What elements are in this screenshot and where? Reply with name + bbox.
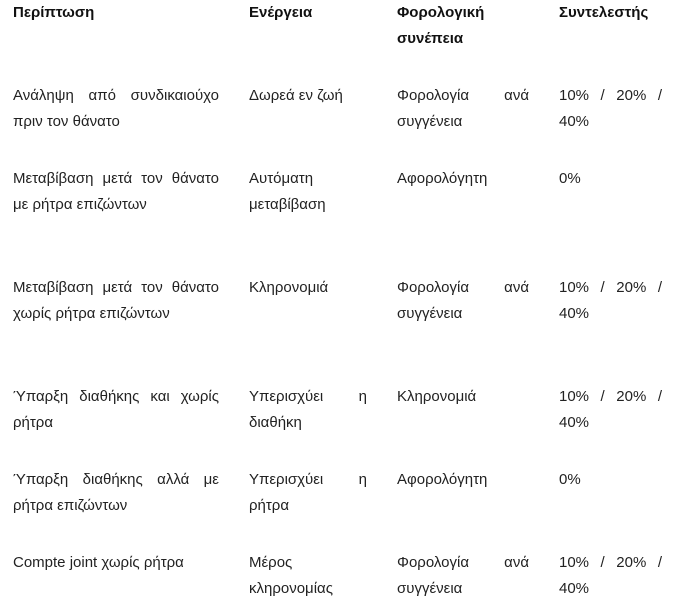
cell-case: Compte joint χωρίς ρήτρα	[13, 554, 184, 571]
cell-rate: 10% / 20% / 40%	[559, 554, 662, 597]
header-tax-consequence: Φορολογική συνέπεια	[397, 4, 485, 47]
cell-tax-consequence: Φορολογία ανά συγγένεια	[397, 87, 529, 130]
cell-rate: 10% / 20% / 40%	[559, 388, 662, 431]
cell-rate: 10% / 20% / 40%	[559, 279, 662, 322]
cell-rate: 0%	[559, 170, 581, 187]
cell-tax-consequence: Φορολογία ανά συγγένεια	[397, 554, 529, 597]
cell-action: Κληρονομιά	[249, 279, 329, 296]
cell-case: Μεταβίβαση μετά τον θάνατο χωρίς ρήτρα επιζώντων	[13, 279, 219, 322]
cell-action: Υπερισχύει η διαθήκη	[249, 388, 367, 431]
cell-action: Δωρεά εν ζωή	[249, 87, 343, 104]
header-rate: Συντελεστής	[559, 4, 649, 21]
cell-rate: 10% / 20% / 40%	[559, 87, 662, 130]
cell-case: Ύπαρξη διαθήκης αλλά με ρήτρα επιζώντων	[13, 471, 219, 514]
header-case: Περίπτωση	[13, 4, 95, 21]
cell-tax-consequence: Αφορολόγητη	[397, 471, 488, 488]
cell-tax-consequence: Φορολογία ανά συγγένεια	[397, 279, 529, 322]
cell-action: Υπερισχύει η ρήτρα	[249, 471, 367, 514]
cell-tax-consequence: Αφορολόγητη	[397, 170, 488, 187]
cell-case: Μεταβίβαση μετά τον θάνατο με ρήτρα επιζώντων	[13, 170, 219, 213]
cell-tax-consequence: Κληρονομιά	[397, 388, 477, 405]
header-action: Ενέργεια	[249, 4, 313, 21]
cell-rate: 0%	[559, 471, 581, 488]
cell-case: Ανάληψη από συνδικαιούχο πριν τον θάνατο	[13, 87, 219, 130]
cell-action: Μέρος κληρονομίας	[249, 554, 333, 597]
cell-case: Ύπαρξη διαθήκης και χωρίς ρήτρα	[13, 388, 219, 431]
cell-action: Αυτόματη μεταβίβαση	[249, 170, 326, 213]
